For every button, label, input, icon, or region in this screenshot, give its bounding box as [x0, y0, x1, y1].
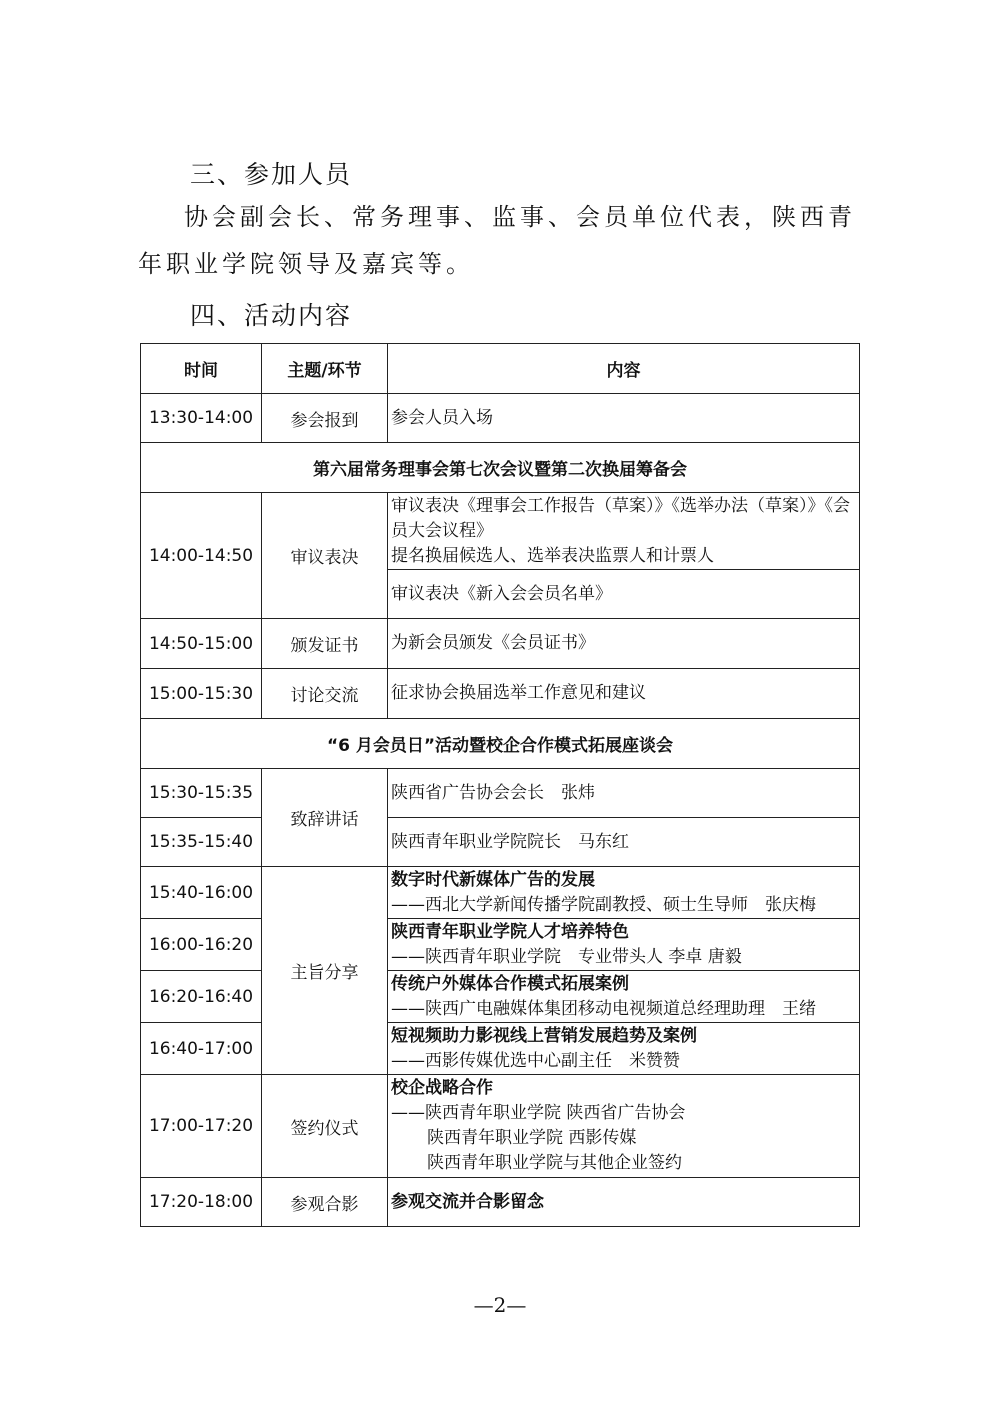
time-cell: 16:00-16:20	[141, 919, 262, 971]
content-cell: 为新会员颁发《会员证书》	[388, 619, 860, 669]
topic-cell: 参观合影	[262, 1178, 388, 1227]
time-cell: 16:20-16:40	[141, 971, 262, 1023]
topic-cell: 审议表决	[262, 493, 388, 619]
share-title: 数字时代新媒体广告的发展	[391, 869, 595, 890]
table-row	[141, 669, 860, 719]
table-row	[141, 493, 860, 570]
section-4-heading: 四、活动内容	[190, 301, 353, 330]
topic-cell: 签约仪式	[262, 1075, 388, 1178]
topic-cell: 主旨分享	[262, 867, 388, 1075]
header-content: 内容	[388, 344, 860, 394]
share-speaker: ——陕西青年职业学院 专业带头人 李卓 唐毅	[391, 946, 742, 967]
content-cell: 陕西青年职业学院院长 马东红	[388, 818, 860, 867]
topic-cell: 参会报到	[262, 394, 388, 443]
section-title-a: 第六届常务理事会第七次会议暨第二次换届筹备会	[141, 443, 860, 493]
header-time: 时间	[141, 344, 262, 394]
table-row	[141, 1178, 860, 1227]
section-title-b: “6 月会员日”活动暨校企合作模式拓展座谈会	[141, 719, 860, 769]
page-number: —2—	[473, 1293, 527, 1317]
topic-cell: 致辞讲话	[262, 769, 388, 867]
time-cell: 15:35-15:40	[141, 818, 262, 867]
share-speaker: ——西影传媒优选中心副主任 米赞赞	[391, 1050, 680, 1071]
section-row	[141, 719, 860, 769]
content-cell	[388, 867, 860, 919]
time-cell: 17:00-17:20	[141, 1075, 262, 1178]
time-cell: 13:30-14:00	[141, 394, 262, 443]
content-cell: 征求协会换届选举工作意见和建议	[388, 669, 860, 719]
time-cell: 17:20-18:00	[141, 1178, 262, 1227]
content-cell	[388, 1075, 860, 1178]
schedule-table	[140, 343, 860, 1227]
time-cell: 14:00-14:50	[141, 493, 262, 619]
time-cell: 15:00-15:30	[141, 669, 262, 719]
signing-line: ——陕西青年职业学院 陕西省广告协会	[391, 1103, 686, 1123]
time-cell: 15:40-16:00	[141, 867, 262, 919]
topic-cell: 讨论交流	[262, 669, 388, 719]
signing-title: 校企战略合作	[391, 1078, 493, 1098]
table-row	[141, 1075, 860, 1178]
section-3-heading: 三、参加人员	[190, 160, 353, 189]
share-speaker: ——陕西广电融媒体集团移动电视频道总经理助理 王绪	[391, 998, 816, 1019]
time-cell: 14:50-15:00	[141, 619, 262, 669]
signing-line: 陕西青年职业学院与其他企业签约	[427, 1153, 682, 1173]
share-title: 传统户外媒体合作模式拓展案例	[391, 973, 629, 994]
content-cell: 陕西省广告协会会长 张炜	[388, 769, 860, 818]
content-cell	[388, 971, 860, 1023]
section-row	[141, 443, 860, 493]
share-title: 短视频助力影视线上营销发展趋势及案例	[391, 1025, 697, 1046]
content-cell: 审议表决《新入会会员名单》	[388, 570, 860, 619]
table-row	[141, 619, 860, 669]
table-row	[141, 769, 860, 818]
content-cell	[388, 919, 860, 971]
time-cell: 15:30-15:35	[141, 769, 262, 818]
signing-line: 陕西青年职业学院 西影传媒	[427, 1128, 637, 1148]
header-topic: 主题/环节	[262, 344, 388, 394]
table-row	[141, 818, 860, 867]
section-3-paragraph-text: 协会副会长、常务理事、监事、会员单位代表，陕西青年职业学院领导及嘉宾等。	[138, 203, 856, 278]
share-title: 陕西青年职业学院人才培养特色	[391, 921, 629, 942]
table-row	[141, 394, 860, 443]
table-row	[141, 1023, 860, 1075]
time-cell: 16:40-17:00	[141, 1023, 262, 1075]
table-row	[141, 919, 860, 971]
table-row	[141, 867, 860, 919]
content-line: 审议表决《理事会工作报告（草案）》《选举办法（草案）》《会员大会议程》	[391, 495, 850, 541]
content-cell	[388, 1023, 860, 1075]
section-3-paragraph	[138, 194, 878, 288]
table-header-row	[141, 344, 860, 394]
share-speaker: ——西北大学新闻传播学院副教授、硕士生导师 张庆梅	[391, 894, 816, 915]
content-cell: 参会人员入场	[388, 394, 860, 443]
content-line: 提名换届候选人、选举表决监票人和计票人	[391, 545, 714, 566]
table-row	[141, 971, 860, 1023]
content-cell: 参观交流并合影留念	[388, 1178, 860, 1227]
topic-cell: 颁发证书	[262, 619, 388, 669]
content-cell	[388, 493, 860, 570]
